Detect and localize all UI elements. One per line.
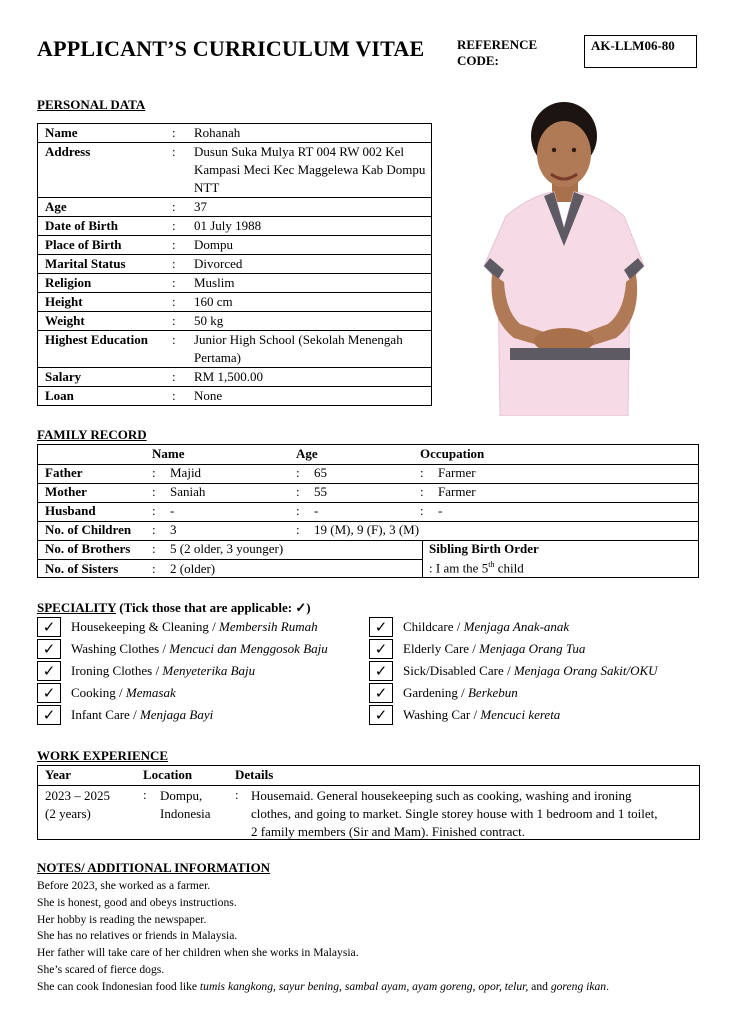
speciality-heading: SPECIALITY xyxy=(37,600,116,615)
personal-data-heading: PERSONAL DATA xyxy=(37,97,146,112)
work-experience-table: Year Location Details 2023 – 2025 (2 years) : Dompu, Indonesia : Housemaid. General housekeeping such as cooking, washing and ironing clothes, and going to market. Single storey house with 1 bedroom and 1 toilet, 2 family members (Sir and Mam). Finished contract. xyxy=(37,765,700,840)
personal-key: Address xyxy=(38,143,166,198)
personal-row: Loan : None xyxy=(38,387,432,406)
checkbox[interactable]: ✓ xyxy=(369,683,393,703)
personal-row: Address : Dusun Suka Mulya RT 004 RW 002 Kel Kampasi Meci Kec Maggelewa Kab Dompu NTT xyxy=(38,143,432,198)
checkbox[interactable]: ✓ xyxy=(369,639,393,659)
speciality-item: ✓ Sick/Disabled Care / Menjaga Orang Sakit/OKU xyxy=(369,661,658,681)
family-col-age: Age xyxy=(296,446,318,461)
personal-key: Marital Status xyxy=(38,255,166,274)
reference-code-label: REFERENCE CODE: xyxy=(457,37,538,68)
personal-key: Loan xyxy=(38,387,166,406)
speciality-heading-line xyxy=(37,600,311,616)
checkbox[interactable]: ✓ xyxy=(369,661,393,681)
sibling-order-label: Sibling Birth Order xyxy=(429,541,539,556)
page-title: APPLICANT’S CURRICULUM VITAE xyxy=(37,36,425,61)
work-details: Housemaid. General housekeeping such as cooking, washing and ironing clothes, and going to market. Single storey house with 1 bedroom and 1 toilet, 2 family members (Sir and Mam). Finished contract. xyxy=(251,788,658,839)
personal-row: Height : 160 cm xyxy=(38,293,432,312)
note-line: She has no relatives or friends in Malaysia. xyxy=(37,929,238,943)
checkbox[interactable]: ✓ xyxy=(37,617,61,637)
personal-row: Age : 37 xyxy=(38,198,432,217)
personal-value: 50 kg xyxy=(194,312,432,331)
personal-key: Highest Education xyxy=(38,331,166,368)
checkbox[interactable]: ✓ xyxy=(369,705,393,725)
personal-value: 160 cm xyxy=(194,293,432,312)
personal-value: Dusun Suka Mulya RT 004 RW 002 Kel Kampasi Meci Kec Maggelewa Kab Dompu NTT xyxy=(194,143,432,198)
checkbox[interactable]: ✓ xyxy=(37,639,61,659)
notes-list xyxy=(37,878,717,996)
personal-value: Junior High School (Sekolah Menengah Pertama) xyxy=(194,331,432,368)
personal-value: 37 xyxy=(194,198,432,217)
work-experience-heading: WORK EXPERIENCE xyxy=(37,748,169,763)
family-col-occupation: Occupation xyxy=(420,446,485,461)
checkbox[interactable]: ✓ xyxy=(37,705,61,725)
family-record-heading: FAMILY RECORD xyxy=(37,427,147,442)
personal-row: Date of Birth : 01 July 1988 xyxy=(38,217,432,236)
personal-row: Marital Status : Divorced xyxy=(38,255,432,274)
speciality-item: ✓ Infant Care / Menjaga Bayi xyxy=(37,705,213,725)
personal-row: Salary : RM 1,500.00 xyxy=(38,368,432,387)
personal-key: Height xyxy=(38,293,166,312)
notes-heading: NOTES/ ADDITIONAL INFORMATION xyxy=(37,860,271,875)
family-row: No. of Brothers : 5 (2 older, 3 younger) xyxy=(38,540,422,560)
personal-value: Muslim xyxy=(194,274,432,293)
personal-value: Dompu xyxy=(194,236,432,255)
applicant-photo xyxy=(448,98,688,416)
sibling-order-value: : I am the 5th child xyxy=(429,560,524,576)
family-row: Father : Majid : 65 : Farmer xyxy=(38,464,698,484)
personal-key: Religion xyxy=(38,274,166,293)
personal-row: Weight : 50 kg xyxy=(38,312,432,331)
work-header-row: Year Location Details xyxy=(38,766,699,786)
speciality-item: ✓ Gardening / Berkebun xyxy=(369,683,518,703)
speciality-item: ✓ Cooking / Memasak xyxy=(37,683,176,703)
personal-value: Rohanah xyxy=(194,124,432,143)
personal-row: Place of Birth : Dompu xyxy=(38,236,432,255)
note-line: Before 2023, she worked as a farmer. xyxy=(37,879,211,892)
personal-row: Name : Rohanah xyxy=(38,124,432,143)
personal-value: RM 1,500.00 xyxy=(194,368,432,387)
note-line: Her hobby is reading the newspaper. xyxy=(37,912,207,926)
family-record-table: Name Age Occupation Father : Majid : 65 : Farmer Mother : Saniah : 55 : Farmer Husband : - : - : - No. of Children : 3 : 19 (M), 9 (F), 3 (M) No. of Brothers : 5 (2 older, 3 younger) No. of Sisters : 2 (older) Sibling Birth Order : I am the 5th child xyxy=(37,444,699,578)
family-row: Husband : - : - : - xyxy=(38,502,698,522)
work-year: 2023 – 2025 (2 years) xyxy=(45,788,110,821)
personal-row: Religion : Muslim xyxy=(38,274,432,293)
personal-key: Place of Birth xyxy=(38,236,166,255)
family-row: Mother : Saniah : 55 : Farmer xyxy=(38,483,698,503)
personal-key: Name xyxy=(38,124,166,143)
personal-key: Age xyxy=(38,198,166,217)
personal-value: None xyxy=(194,387,432,406)
note-line: She can cook Indonesian food like tumis kangkong, sayur bening, sambal ayam, ayam goreng, opor, telur, and goreng ikan. xyxy=(37,979,610,993)
personal-data-table xyxy=(37,123,432,406)
personal-value: 01 July 1988 xyxy=(194,217,432,236)
speciality-instruction: (Tick those that are applicable: ✓) xyxy=(119,600,311,615)
checkbox[interactable]: ✓ xyxy=(37,661,61,681)
divider xyxy=(422,540,423,578)
personal-row: Highest Education : Junior High School (Sekolah Menengah Pertama) xyxy=(38,331,432,368)
speciality-item: ✓ Childcare / Menjaga Anak-anak xyxy=(369,617,569,637)
family-header-row xyxy=(38,445,698,465)
personal-key: Salary xyxy=(38,368,166,387)
note-line: Her father will take care of her children when she works in Malaysia. xyxy=(37,946,359,960)
reference-code-value: AK-LLM06-80 xyxy=(584,35,697,68)
note-line: She is honest, good and obeys instructions. xyxy=(37,895,237,909)
checkbox[interactable]: ✓ xyxy=(369,617,393,637)
personal-key: Weight xyxy=(38,312,166,331)
speciality-item: ✓ Washing Clothes / Mencuci dan Menggosok Baju xyxy=(37,639,328,659)
speciality-item: ✓ Elderly Care / Menjaga Orang Tua xyxy=(369,639,585,659)
speciality-item: ✓ Ironing Clothes / Menyeterika Baju xyxy=(37,661,255,681)
personal-value: Divorced xyxy=(194,255,432,274)
speciality-item: ✓ Housekeeping & Cleaning / Membersih Rumah xyxy=(37,617,318,637)
work-location: Dompu, Indonesia xyxy=(160,788,211,821)
note-line: She’s scared of fierce dogs. xyxy=(37,962,165,976)
personal-key: Date of Birth xyxy=(38,217,166,236)
family-col-name: Name xyxy=(152,446,185,461)
family-row: No. of Children : 3 : 19 (M), 9 (F), 3 (M) xyxy=(38,521,698,541)
speciality-item: ✓ Washing Car / Mencuci kereta xyxy=(369,705,560,725)
checkbox[interactable]: ✓ xyxy=(37,683,61,703)
